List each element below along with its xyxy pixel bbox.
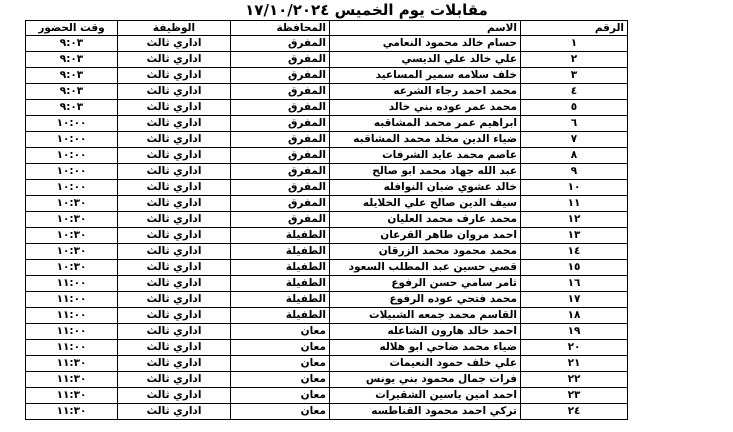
row-time: ١٠:٣٠ — [26, 212, 118, 228]
row-governorate: المفرق — [231, 116, 330, 132]
row-governorate: الطفيلة — [231, 308, 330, 324]
row-governorate: المفرق — [231, 180, 330, 196]
row-governorate: الطفيلة — [231, 276, 330, 292]
row-governorate: المفرق — [231, 68, 330, 84]
row-time: ٩:٠٣ — [26, 52, 118, 68]
row-job: اداري ثالث — [118, 356, 231, 372]
row-time: ١٠:٠٠ — [26, 116, 118, 132]
row-governorate: المفرق — [231, 148, 330, 164]
row-number: ١٨ — [521, 308, 628, 324]
row-job: اداري ثالث — [118, 36, 231, 52]
page-title: مقابلات يوم الخميس ١٧/١٠/٢٠٢٤ — [245, 1, 488, 19]
row-job: اداري ثالث — [118, 228, 231, 244]
row-job: اداري ثالث — [118, 212, 231, 228]
row-name: علي خالد علي الديسي — [330, 52, 521, 68]
row-governorate: المفرق — [231, 84, 330, 100]
table-row — [26, 356, 628, 372]
header-governorate: المحافظة — [231, 21, 330, 36]
row-governorate: معان — [231, 340, 330, 356]
row-number: ٢ — [521, 52, 628, 68]
row-number: ٢٠ — [521, 340, 628, 356]
row-name: احمد مروان طاهر القرعان — [330, 228, 521, 244]
row-number: ١٠ — [521, 180, 628, 196]
row-job: اداري ثالث — [118, 148, 231, 164]
row-time: ١١:٠٠ — [26, 292, 118, 308]
row-number: ١ — [521, 36, 628, 52]
row-name: سيف الدين صالح علي الخلايله — [330, 196, 521, 212]
row-job: اداري ثالث — [118, 340, 231, 356]
row-name: خلف سلامه سمير المساعيد — [330, 68, 521, 84]
row-job: اداري ثالث — [118, 388, 231, 404]
row-number: ١٤ — [521, 244, 628, 260]
row-number: ٧ — [521, 132, 628, 148]
interviews-table — [25, 20, 628, 420]
row-time: ١٠:٠٠ — [26, 180, 118, 196]
row-governorate: معان — [231, 388, 330, 404]
row-name: احمد خالد هارون الشاعله — [330, 324, 521, 340]
row-job: اداري ثالث — [118, 276, 231, 292]
table-row — [26, 36, 628, 52]
row-time: ١٠:٣٠ — [26, 244, 118, 260]
row-job: اداري ثالث — [118, 164, 231, 180]
row-name: حسام خالد محمود النعامي — [330, 36, 521, 52]
row-number: ١٩ — [521, 324, 628, 340]
row-name: ضياء الدين مخلد محمد المشاقبه — [330, 132, 521, 148]
row-governorate: الطفيلة — [231, 260, 330, 276]
table-row — [26, 132, 628, 148]
table-row — [26, 340, 628, 356]
row-name: احمد امين ياسين الشقيرات — [330, 388, 521, 404]
table-body — [26, 36, 628, 420]
row-number: ١٧ — [521, 292, 628, 308]
row-name: محمد فتحي عوده الرفوع — [330, 292, 521, 308]
row-governorate: معان — [231, 324, 330, 340]
table-row — [26, 244, 628, 260]
row-time: ١١:٣٠ — [26, 372, 118, 388]
row-governorate: الطفيلة — [231, 292, 330, 308]
row-name: محمد عمر عوده بني خالد — [330, 100, 521, 116]
table-row — [26, 228, 628, 244]
row-name: ابراهيم عمر محمد المشاقبه — [330, 116, 521, 132]
table-row — [26, 116, 628, 132]
row-number: ٢٣ — [521, 388, 628, 404]
row-number: ١٥ — [521, 260, 628, 276]
header-job: الوظيفة — [118, 21, 231, 36]
row-number: ٢٢ — [521, 372, 628, 388]
row-name: ضياء محمد ضاحي ابو هلاله — [330, 340, 521, 356]
table-row — [26, 180, 628, 196]
table-row — [26, 324, 628, 340]
row-governorate: الطفيلة — [231, 228, 330, 244]
row-governorate: المفرق — [231, 132, 330, 148]
table-row — [26, 404, 628, 420]
row-time: ١١:٠٠ — [26, 324, 118, 340]
row-name: خالد عشوي ضبان النوافله — [330, 180, 521, 196]
row-number: ٩ — [521, 164, 628, 180]
row-governorate: المفرق — [231, 164, 330, 180]
row-name: تركي احمد محمود القناطسه — [330, 404, 521, 420]
row-governorate: معان — [231, 404, 330, 420]
row-name: محمد محمود محمد الزرقان — [330, 244, 521, 260]
table-row — [26, 212, 628, 228]
row-name: محمد عارف محمد العليان — [330, 212, 521, 228]
table-row — [26, 84, 628, 100]
row-job: اداري ثالث — [118, 260, 231, 276]
header-name: الاسم — [330, 21, 521, 36]
row-governorate: معان — [231, 356, 330, 372]
row-governorate: معان — [231, 372, 330, 388]
row-job: اداري ثالث — [118, 196, 231, 212]
row-job: اداري ثالث — [118, 100, 231, 116]
row-number: ٨ — [521, 148, 628, 164]
table-row — [26, 68, 628, 84]
row-job: اداري ثالث — [118, 308, 231, 324]
row-time: ١٠:٠٠ — [26, 164, 118, 180]
row-time: ٩:٠٣ — [26, 100, 118, 116]
row-job: اداري ثالث — [118, 372, 231, 388]
row-number: ١٢ — [521, 212, 628, 228]
row-job: اداري ثالث — [118, 244, 231, 260]
row-number: ١٦ — [521, 276, 628, 292]
row-job: اداري ثالث — [118, 52, 231, 68]
table-row — [26, 372, 628, 388]
row-number: ٦ — [521, 116, 628, 132]
row-time: ٩:٠٣ — [26, 36, 118, 52]
row-governorate: المفرق — [231, 196, 330, 212]
row-time: ١١:٣٠ — [26, 356, 118, 372]
row-name: عاصم محمد عايد الشرفات — [330, 148, 521, 164]
row-name: القاسم محمد جمعه الشبيلات — [330, 308, 521, 324]
row-job: اداري ثالث — [118, 68, 231, 84]
row-job: اداري ثالث — [118, 84, 231, 100]
row-time: ١١:٠٠ — [26, 276, 118, 292]
row-time: ١١:٣٠ — [26, 388, 118, 404]
table-row — [26, 292, 628, 308]
row-governorate: المفرق — [231, 36, 330, 52]
row-governorate: المفرق — [231, 212, 330, 228]
row-governorate: المفرق — [231, 100, 330, 116]
row-job: اداري ثالث — [118, 292, 231, 308]
table-row — [26, 388, 628, 404]
table-row — [26, 308, 628, 324]
header-num: الرقم — [521, 21, 628, 36]
row-name: محمد احمد رجاء الشرعه — [330, 84, 521, 100]
row-time: ١٠:٠٠ — [26, 132, 118, 148]
row-governorate: المفرق — [231, 52, 330, 68]
row-job: اداري ثالث — [118, 324, 231, 340]
row-name: عبد الله جهاد محمد ابو صالح — [330, 164, 521, 180]
table-row — [26, 52, 628, 68]
row-number: ٢١ — [521, 356, 628, 372]
row-number: ٥ — [521, 100, 628, 116]
row-time: ١١:٠٠ — [26, 340, 118, 356]
table-row — [26, 100, 628, 116]
row-time: ١٠:٠٠ — [26, 148, 118, 164]
table-row — [26, 148, 628, 164]
row-name: فرات جمال محمود بني يونس — [330, 372, 521, 388]
row-name: قصي حسين عبد المطلب السعود — [330, 260, 521, 276]
row-name: علي خلف حمود النعيمات — [330, 356, 521, 372]
table-header-row — [26, 21, 628, 36]
row-job: اداري ثالث — [118, 404, 231, 420]
row-time: ١٠:٣٠ — [26, 196, 118, 212]
table-row — [26, 164, 628, 180]
row-time: ١١:٣٠ — [26, 404, 118, 420]
row-governorate: الطفيلة — [231, 244, 330, 260]
row-time: ٩:٠٣ — [26, 84, 118, 100]
table-row — [26, 260, 628, 276]
row-time: ١١:٠٠ — [26, 308, 118, 324]
row-number: ٢٤ — [521, 404, 628, 420]
table-row — [26, 196, 628, 212]
row-time: ٩:٠٣ — [26, 68, 118, 84]
row-name: ثامر سامي حسن الرفوع — [330, 276, 521, 292]
header-time: وقت الحضور — [26, 21, 118, 36]
row-job: اداري ثالث — [118, 132, 231, 148]
table-row — [26, 276, 628, 292]
row-time: ١٠:٣٠ — [26, 260, 118, 276]
row-number: ١١ — [521, 196, 628, 212]
row-job: اداري ثالث — [118, 180, 231, 196]
row-number: ٣ — [521, 68, 628, 84]
row-time: ١٠:٣٠ — [26, 228, 118, 244]
row-number: ٤ — [521, 84, 628, 100]
row-number: ١٣ — [521, 228, 628, 244]
row-job: اداري ثالث — [118, 116, 231, 132]
